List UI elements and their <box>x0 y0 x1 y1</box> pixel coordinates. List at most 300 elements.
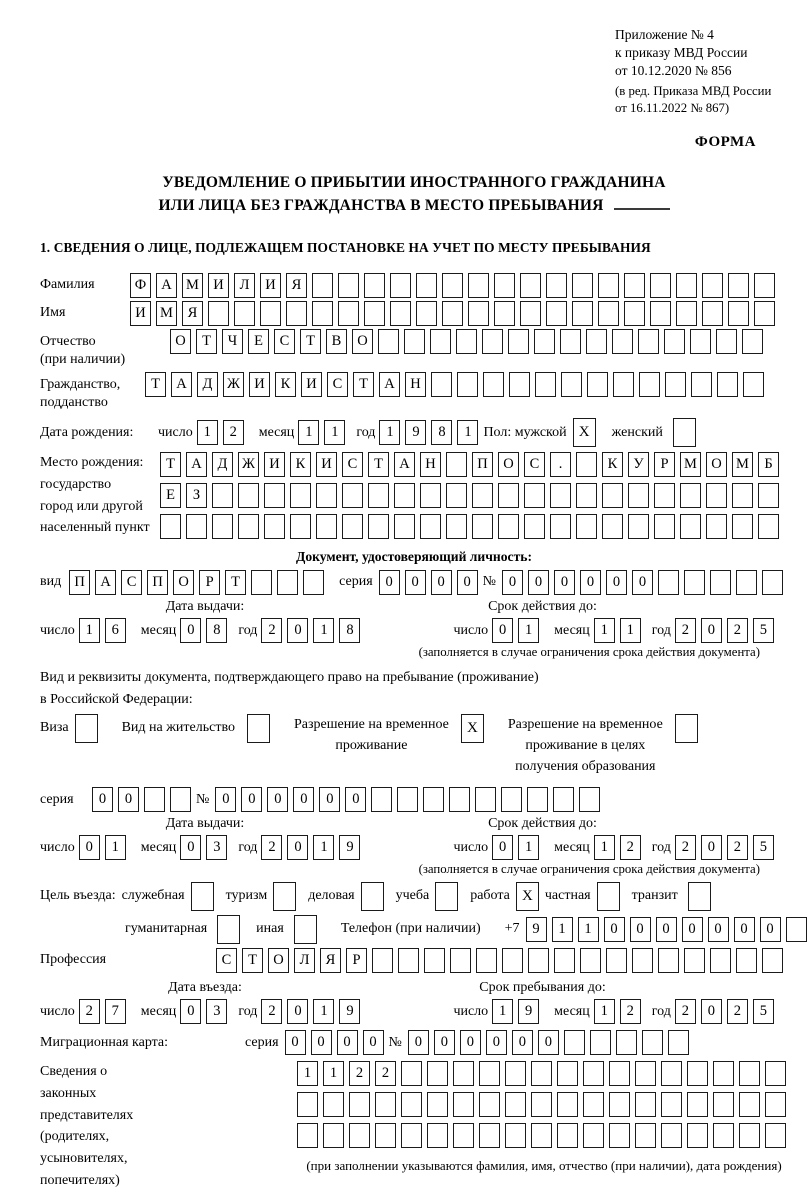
char-cell[interactable] <box>661 1061 682 1086</box>
char-cell[interactable] <box>449 787 470 812</box>
char-cell[interactable] <box>527 787 548 812</box>
char-cell[interactable]: Т <box>196 329 217 354</box>
char-cell[interactable] <box>561 372 582 397</box>
char-cell[interactable]: Р <box>654 452 675 477</box>
char-cell[interactable] <box>234 301 255 326</box>
char-cell[interactable] <box>323 1092 344 1117</box>
char-cell[interactable]: 0 <box>492 618 513 643</box>
char-cell[interactable] <box>509 372 530 397</box>
char-cell[interactable]: 1 <box>197 420 218 445</box>
char-cell[interactable] <box>706 514 727 539</box>
char-cell[interactable] <box>716 329 737 354</box>
char-cell[interactable] <box>453 1092 474 1117</box>
char-cell[interactable]: 6 <box>105 618 126 643</box>
char-cell[interactable] <box>524 483 545 508</box>
char-cell[interactable] <box>765 1123 786 1148</box>
char-cell[interactable] <box>762 570 783 595</box>
char-cell[interactable] <box>303 570 324 595</box>
char-cell[interactable] <box>186 514 207 539</box>
char-cell[interactable] <box>342 483 363 508</box>
char-cell[interactable] <box>554 948 575 973</box>
char-cell[interactable] <box>628 514 649 539</box>
char-cell[interactable]: И <box>316 452 337 477</box>
char-cell[interactable]: 0 <box>457 570 478 595</box>
char-cell[interactable] <box>479 1061 500 1086</box>
char-cell[interactable] <box>423 787 444 812</box>
char-cell[interactable] <box>687 1061 708 1086</box>
char-cell[interactable]: У <box>628 452 649 477</box>
char-cell[interactable]: Т <box>300 329 321 354</box>
char-cell[interactable]: 0 <box>512 1030 533 1055</box>
char-cell[interactable] <box>312 273 333 298</box>
char-cell[interactable] <box>553 787 574 812</box>
char-cell[interactable]: З <box>186 483 207 508</box>
sex-female-checkbox[interactable] <box>673 418 696 447</box>
char-cell[interactable] <box>609 1061 630 1086</box>
char-cell[interactable] <box>635 1092 656 1117</box>
char-cell[interactable]: 1 <box>620 618 641 643</box>
char-cell[interactable] <box>535 372 556 397</box>
char-cell[interactable]: О <box>352 329 373 354</box>
char-cell[interactable]: И <box>249 372 270 397</box>
char-cell[interactable]: 2 <box>727 835 748 860</box>
char-cell[interactable] <box>743 372 764 397</box>
purpose-opt-humanitarian-checkbox[interactable] <box>217 915 240 944</box>
char-cell[interactable] <box>546 273 567 298</box>
char-cell[interactable]: 8 <box>206 618 227 643</box>
purpose-opt-study-checkbox[interactable] <box>435 882 458 911</box>
purpose-opt-private-checkbox[interactable] <box>597 882 620 911</box>
char-cell[interactable]: Т <box>353 372 374 397</box>
char-cell[interactable] <box>338 273 359 298</box>
char-cell[interactable] <box>401 1092 422 1117</box>
char-cell[interactable] <box>453 1123 474 1148</box>
char-cell[interactable]: 2 <box>79 999 100 1024</box>
char-cell[interactable]: 0 <box>656 917 677 942</box>
char-cell[interactable] <box>468 273 489 298</box>
char-cell[interactable] <box>430 329 451 354</box>
char-cell[interactable]: 0 <box>379 570 400 595</box>
char-cell[interactable]: К <box>275 372 296 397</box>
char-cell[interactable] <box>713 1123 734 1148</box>
char-cell[interactable]: 0 <box>701 999 722 1024</box>
char-cell[interactable]: 0 <box>734 917 755 942</box>
char-cell[interactable]: 1 <box>313 835 334 860</box>
temp-residence-checkbox[interactable]: X <box>461 714 484 743</box>
char-cell[interactable]: 1 <box>578 917 599 942</box>
char-cell[interactable] <box>680 514 701 539</box>
char-cell[interactable] <box>160 514 181 539</box>
char-cell[interactable] <box>316 483 337 508</box>
char-cell[interactable]: Б <box>758 452 779 477</box>
char-cell[interactable]: 8 <box>431 420 452 445</box>
char-cell[interactable] <box>632 948 653 973</box>
purpose-opt-other-checkbox[interactable] <box>294 915 317 944</box>
char-cell[interactable]: 9 <box>405 420 426 445</box>
char-cell[interactable]: О <box>173 570 194 595</box>
char-cell[interactable] <box>602 514 623 539</box>
char-cell[interactable] <box>728 273 749 298</box>
char-cell[interactable]: 0 <box>460 1030 481 1055</box>
char-cell[interactable]: К <box>602 452 623 477</box>
char-cell[interactable]: 1 <box>594 999 615 1024</box>
char-cell[interactable]: С <box>524 452 545 477</box>
char-cell[interactable] <box>754 273 775 298</box>
char-cell[interactable]: 2 <box>675 618 696 643</box>
char-cell[interactable]: Н <box>420 452 441 477</box>
char-cell[interactable] <box>590 1030 611 1055</box>
char-cell[interactable]: 0 <box>319 787 340 812</box>
char-cell[interactable] <box>349 1123 370 1148</box>
char-cell[interactable] <box>472 514 493 539</box>
char-cell[interactable]: А <box>186 452 207 477</box>
char-cell[interactable]: 9 <box>339 999 360 1024</box>
char-cell[interactable] <box>586 329 607 354</box>
char-cell[interactable]: 0 <box>580 570 601 595</box>
char-cell[interactable]: И <box>260 273 281 298</box>
char-cell[interactable]: 2 <box>675 835 696 860</box>
char-cell[interactable] <box>580 948 601 973</box>
char-cell[interactable]: О <box>170 329 191 354</box>
char-cell[interactable]: П <box>147 570 168 595</box>
char-cell[interactable] <box>431 372 452 397</box>
char-cell[interactable] <box>706 483 727 508</box>
char-cell[interactable] <box>398 948 419 973</box>
char-cell[interactable]: 0 <box>528 570 549 595</box>
char-cell[interactable] <box>290 514 311 539</box>
char-cell[interactable] <box>668 1030 689 1055</box>
char-cell[interactable]: А <box>171 372 192 397</box>
char-cell[interactable]: Я <box>320 948 341 973</box>
char-cell[interactable]: 0 <box>434 1030 455 1055</box>
char-cell[interactable] <box>312 301 333 326</box>
char-cell[interactable]: С <box>274 329 295 354</box>
char-cell[interactable] <box>736 570 757 595</box>
char-cell[interactable]: 0 <box>554 570 575 595</box>
residence-permit-checkbox[interactable] <box>247 714 270 743</box>
char-cell[interactable]: Н <box>405 372 426 397</box>
char-cell[interactable] <box>494 273 515 298</box>
char-cell[interactable] <box>479 1092 500 1117</box>
char-cell[interactable]: 0 <box>682 917 703 942</box>
char-cell[interactable] <box>416 301 437 326</box>
char-cell[interactable]: 1 <box>518 618 539 643</box>
char-cell[interactable]: Е <box>248 329 269 354</box>
char-cell[interactable] <box>676 273 697 298</box>
char-cell[interactable]: 0 <box>311 1030 332 1055</box>
char-cell[interactable] <box>576 452 597 477</box>
char-cell[interactable]: 2 <box>261 618 282 643</box>
char-cell[interactable]: 0 <box>337 1030 358 1055</box>
char-cell[interactable]: Ж <box>238 452 259 477</box>
char-cell[interactable]: 0 <box>293 787 314 812</box>
char-cell[interactable]: О <box>268 948 289 973</box>
char-cell[interactable] <box>583 1123 604 1148</box>
char-cell[interactable] <box>520 273 541 298</box>
char-cell[interactable] <box>638 329 659 354</box>
char-cell[interactable]: М <box>182 273 203 298</box>
char-cell[interactable]: 2 <box>261 835 282 860</box>
char-cell[interactable] <box>702 301 723 326</box>
char-cell[interactable] <box>528 948 549 973</box>
char-cell[interactable]: 1 <box>518 835 539 860</box>
visa-checkbox[interactable] <box>75 714 98 743</box>
char-cell[interactable] <box>420 483 441 508</box>
char-cell[interactable] <box>739 1092 760 1117</box>
char-cell[interactable] <box>690 329 711 354</box>
char-cell[interactable]: 0 <box>604 917 625 942</box>
char-cell[interactable] <box>650 273 671 298</box>
char-cell[interactable] <box>372 948 393 973</box>
char-cell[interactable]: Л <box>294 948 315 973</box>
char-cell[interactable] <box>576 483 597 508</box>
char-cell[interactable] <box>498 483 519 508</box>
char-cell[interactable] <box>446 483 467 508</box>
char-cell[interactable]: П <box>472 452 493 477</box>
char-cell[interactable]: 1 <box>552 917 573 942</box>
char-cell[interactable] <box>457 372 478 397</box>
char-cell[interactable]: 0 <box>118 787 139 812</box>
char-cell[interactable] <box>494 301 515 326</box>
char-cell[interactable]: Ж <box>223 372 244 397</box>
char-cell[interactable]: Ф <box>130 273 151 298</box>
char-cell[interactable] <box>297 1092 318 1117</box>
char-cell[interactable] <box>508 329 529 354</box>
sex-male-checkbox[interactable]: X <box>573 418 596 447</box>
char-cell[interactable] <box>609 1092 630 1117</box>
char-cell[interactable] <box>613 372 634 397</box>
char-cell[interactable]: И <box>130 301 151 326</box>
char-cell[interactable] <box>502 948 523 973</box>
char-cell[interactable]: 5 <box>753 999 774 1024</box>
char-cell[interactable]: Т <box>225 570 246 595</box>
char-cell[interactable] <box>642 1030 663 1055</box>
char-cell[interactable]: 1 <box>297 1061 318 1086</box>
char-cell[interactable] <box>754 301 775 326</box>
char-cell[interactable] <box>316 514 337 539</box>
char-cell[interactable] <box>442 273 463 298</box>
char-cell[interactable] <box>251 570 272 595</box>
char-cell[interactable] <box>290 483 311 508</box>
char-cell[interactable]: 0 <box>538 1030 559 1055</box>
char-cell[interactable] <box>520 301 541 326</box>
char-cell[interactable] <box>531 1123 552 1148</box>
char-cell[interactable] <box>144 787 165 812</box>
char-cell[interactable] <box>786 917 807 942</box>
char-cell[interactable]: 0 <box>486 1030 507 1055</box>
char-cell[interactable] <box>427 1092 448 1117</box>
char-cell[interactable] <box>579 787 600 812</box>
char-cell[interactable]: 0 <box>606 570 627 595</box>
char-cell[interactable] <box>572 301 593 326</box>
char-cell[interactable]: 1 <box>298 420 319 445</box>
char-cell[interactable] <box>598 301 619 326</box>
char-cell[interactable] <box>238 483 259 508</box>
char-cell[interactable] <box>371 787 392 812</box>
char-cell[interactable]: 0 <box>405 570 426 595</box>
char-cell[interactable]: 1 <box>79 618 100 643</box>
char-cell[interactable] <box>661 1123 682 1148</box>
char-cell[interactable] <box>564 1030 585 1055</box>
char-cell[interactable] <box>342 514 363 539</box>
char-cell[interactable] <box>739 1123 760 1148</box>
char-cell[interactable] <box>505 1123 526 1148</box>
char-cell[interactable] <box>424 948 445 973</box>
purpose-opt-work-checkbox[interactable]: X <box>516 882 539 911</box>
char-cell[interactable]: 2 <box>349 1061 370 1086</box>
char-cell[interactable] <box>416 273 437 298</box>
char-cell[interactable] <box>375 1123 396 1148</box>
char-cell[interactable] <box>616 1030 637 1055</box>
char-cell[interactable]: 2 <box>727 618 748 643</box>
char-cell[interactable] <box>468 301 489 326</box>
char-cell[interactable]: А <box>394 452 415 477</box>
char-cell[interactable] <box>624 301 645 326</box>
char-cell[interactable]: 0 <box>632 570 653 595</box>
char-cell[interactable]: 1 <box>323 1061 344 1086</box>
char-cell[interactable]: Т <box>242 948 263 973</box>
char-cell[interactable] <box>524 514 545 539</box>
char-cell[interactable] <box>483 372 504 397</box>
char-cell[interactable] <box>732 514 753 539</box>
char-cell[interactable] <box>323 1123 344 1148</box>
char-cell[interactable]: 9 <box>339 835 360 860</box>
char-cell[interactable] <box>713 1061 734 1086</box>
char-cell[interactable]: А <box>379 372 400 397</box>
char-cell[interactable]: 0 <box>180 618 201 643</box>
char-cell[interactable]: Д <box>197 372 218 397</box>
char-cell[interactable]: О <box>498 452 519 477</box>
char-cell[interactable]: К <box>290 452 311 477</box>
char-cell[interactable] <box>170 787 191 812</box>
char-cell[interactable] <box>476 948 497 973</box>
char-cell[interactable] <box>664 329 685 354</box>
char-cell[interactable] <box>676 301 697 326</box>
char-cell[interactable]: И <box>301 372 322 397</box>
char-cell[interactable]: М <box>732 452 753 477</box>
purpose-opt-business-checkbox[interactable] <box>191 882 214 911</box>
char-cell[interactable] <box>650 301 671 326</box>
char-cell[interactable] <box>260 301 281 326</box>
char-cell[interactable] <box>557 1061 578 1086</box>
char-cell[interactable] <box>713 1092 734 1117</box>
char-cell[interactable] <box>758 483 779 508</box>
char-cell[interactable]: Д <box>212 452 233 477</box>
char-cell[interactable]: 1 <box>313 618 334 643</box>
char-cell[interactable] <box>661 1092 682 1117</box>
char-cell[interactable] <box>546 301 567 326</box>
char-cell[interactable]: О <box>706 452 727 477</box>
char-cell[interactable] <box>758 514 779 539</box>
char-cell[interactable] <box>338 301 359 326</box>
char-cell[interactable] <box>557 1123 578 1148</box>
char-cell[interactable] <box>717 372 738 397</box>
char-cell[interactable] <box>732 483 753 508</box>
char-cell[interactable]: 5 <box>753 835 774 860</box>
char-cell[interactable]: 0 <box>267 787 288 812</box>
char-cell[interactable]: Т <box>368 452 389 477</box>
char-cell[interactable] <box>665 372 686 397</box>
char-cell[interactable] <box>684 570 705 595</box>
char-cell[interactable]: Ч <box>222 329 243 354</box>
char-cell[interactable]: С <box>121 570 142 595</box>
char-cell[interactable]: 0 <box>92 787 113 812</box>
char-cell[interactable] <box>394 483 415 508</box>
char-cell[interactable] <box>624 273 645 298</box>
char-cell[interactable] <box>609 1123 630 1148</box>
char-cell[interactable] <box>390 273 411 298</box>
char-cell[interactable] <box>446 452 467 477</box>
char-cell[interactable] <box>762 948 783 973</box>
char-cell[interactable] <box>390 301 411 326</box>
char-cell[interactable]: 0 <box>701 618 722 643</box>
char-cell[interactable]: И <box>208 273 229 298</box>
char-cell[interactable]: 0 <box>492 835 513 860</box>
char-cell[interactable]: В <box>326 329 347 354</box>
char-cell[interactable]: 0 <box>241 787 262 812</box>
char-cell[interactable] <box>208 301 229 326</box>
char-cell[interactable]: П <box>69 570 90 595</box>
char-cell[interactable] <box>736 948 757 973</box>
char-cell[interactable] <box>560 329 581 354</box>
char-cell[interactable] <box>583 1092 604 1117</box>
char-cell[interactable]: 2 <box>675 999 696 1024</box>
char-cell[interactable] <box>212 483 233 508</box>
char-cell[interactable]: Т <box>145 372 166 397</box>
char-cell[interactable] <box>297 1123 318 1148</box>
char-cell[interactable]: Р <box>346 948 367 973</box>
char-cell[interactable]: 5 <box>753 618 774 643</box>
char-cell[interactable]: 1 <box>379 420 400 445</box>
char-cell[interactable] <box>639 372 660 397</box>
char-cell[interactable] <box>687 1092 708 1117</box>
char-cell[interactable]: Е <box>160 483 181 508</box>
char-cell[interactable]: 1 <box>594 618 615 643</box>
char-cell[interactable] <box>531 1092 552 1117</box>
char-cell[interactable] <box>702 273 723 298</box>
char-cell[interactable] <box>550 483 571 508</box>
char-cell[interactable] <box>684 948 705 973</box>
char-cell[interactable]: . <box>550 452 571 477</box>
char-cell[interactable] <box>368 514 389 539</box>
char-cell[interactable] <box>394 514 415 539</box>
char-cell[interactable] <box>404 329 425 354</box>
char-cell[interactable]: 1 <box>492 999 513 1024</box>
char-cell[interactable] <box>531 1061 552 1086</box>
char-cell[interactable]: 0 <box>287 618 308 643</box>
char-cell[interactable] <box>264 514 285 539</box>
char-cell[interactable]: С <box>216 948 237 973</box>
char-cell[interactable]: И <box>264 452 285 477</box>
char-cell[interactable] <box>739 1061 760 1086</box>
char-cell[interactable]: 0 <box>431 570 452 595</box>
char-cell[interactable]: 0 <box>215 787 236 812</box>
char-cell[interactable]: 0 <box>180 835 201 860</box>
char-cell[interactable]: 2 <box>620 999 641 1024</box>
temp-residence-edu-checkbox[interactable] <box>675 714 698 743</box>
char-cell[interactable]: 1 <box>105 835 126 860</box>
char-cell[interactable] <box>450 948 471 973</box>
char-cell[interactable] <box>368 483 389 508</box>
char-cell[interactable] <box>606 948 627 973</box>
char-cell[interactable]: 3 <box>206 999 227 1024</box>
char-cell[interactable] <box>635 1123 656 1148</box>
char-cell[interactable]: Я <box>286 273 307 298</box>
char-cell[interactable]: 0 <box>760 917 781 942</box>
char-cell[interactable] <box>680 483 701 508</box>
char-cell[interactable] <box>401 1123 422 1148</box>
char-cell[interactable] <box>612 329 633 354</box>
